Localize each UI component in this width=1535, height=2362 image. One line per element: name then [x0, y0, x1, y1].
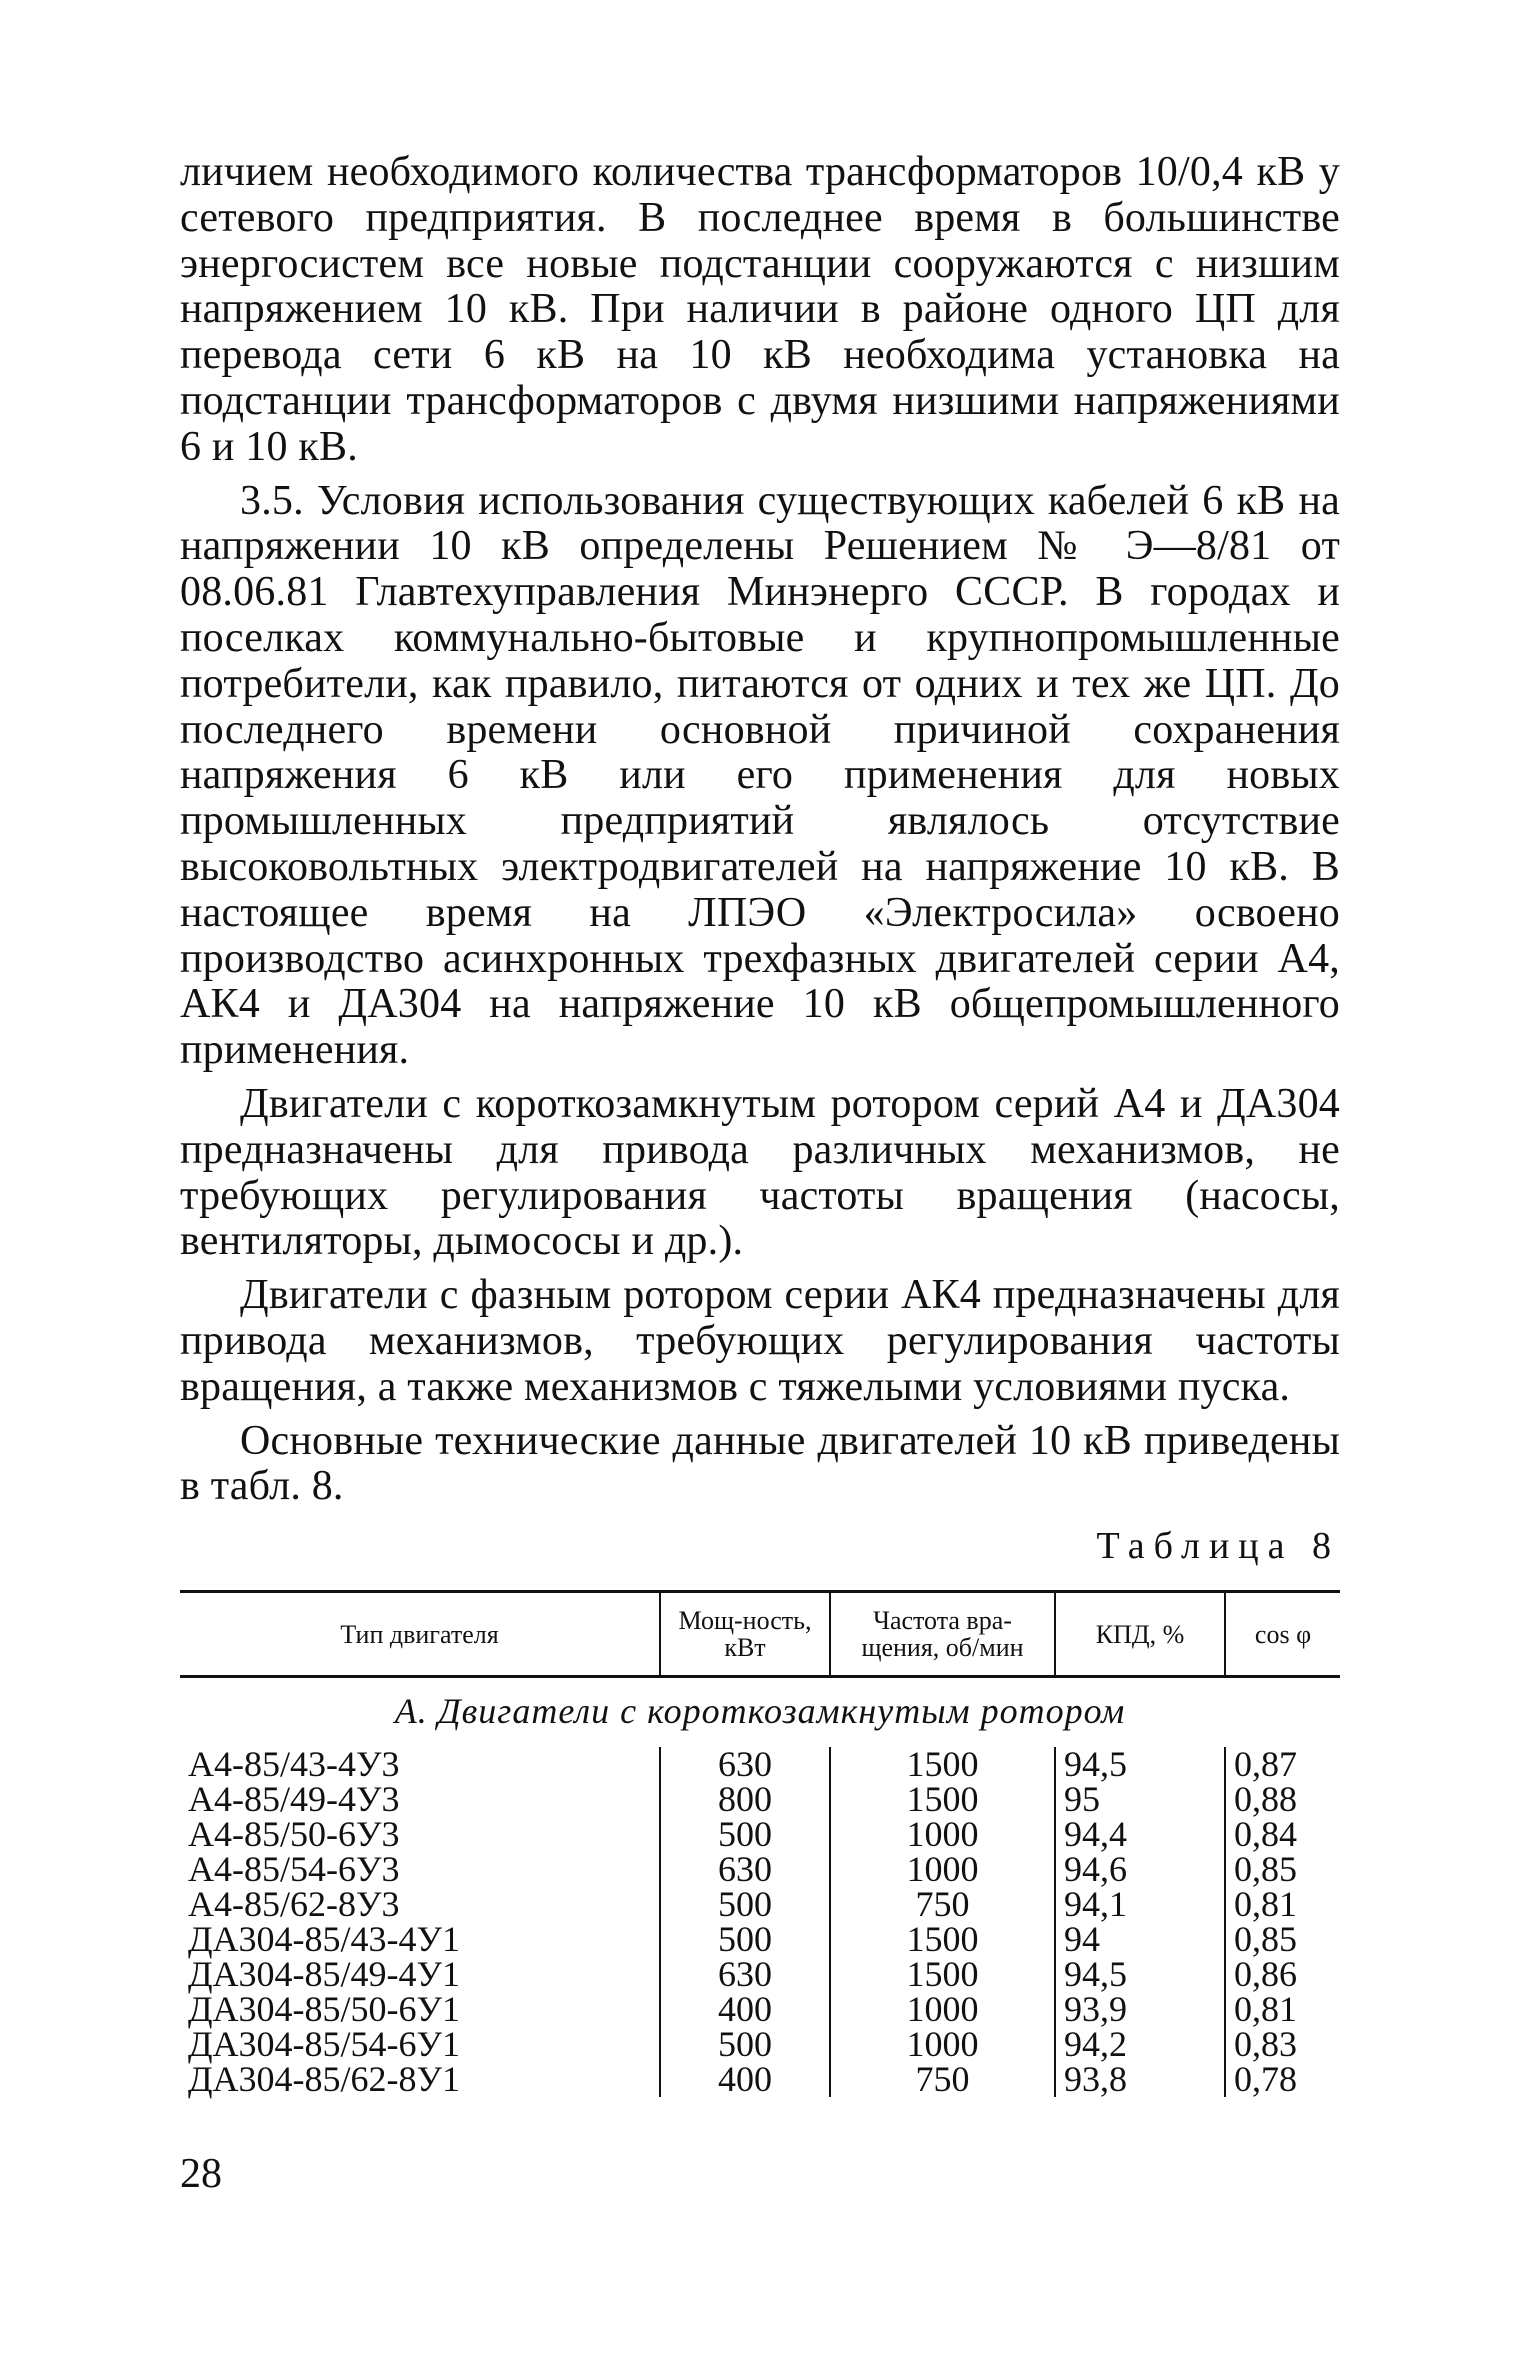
table-row [180, 1922, 1340, 1957]
cell-power: 630 [660, 1957, 830, 1992]
cell-rotation-frequency: 750 [830, 2062, 1055, 2097]
cell-efficiency: 94,2 [1055, 2027, 1225, 2062]
table-row [180, 1747, 1340, 1782]
paragraph-1: личием необходимого количества трансформаторов 10/0,4 кВ у сетевого предприятия. В последнее время в большинстве энергосистем все новые подстанции сооружаются с низшим напряжением 10 кВ. При наличии в районе одного ЦП для перевода сети 6 кВ на 10 кВ необходима установка на подстанции трансформаторов с двумя низшими напряжениями 6 и 10 кВ. [180, 149, 1340, 470]
cell-motor-type: ДА304-85/43-4У1 [188, 1919, 461, 1960]
cell-power: 400 [660, 2062, 830, 2097]
cell-rotation-frequency: 1000 [830, 1817, 1055, 1852]
table-row [180, 1782, 1340, 1817]
table-row [180, 1957, 1340, 1992]
cell-power-factor: 0,86 [1225, 1957, 1340, 1992]
cell-power: 500 [660, 1922, 830, 1957]
paragraph-5: Основные технические данные двигателей 10 кВ приведены в табл. 8. [180, 1417, 1340, 1510]
cell-motor-type: А4-85/49-4У3 [188, 1779, 400, 1820]
table-row [180, 1887, 1340, 1922]
page-number: 28 [180, 2151, 222, 2197]
cell-rotation-frequency: 1500 [830, 1957, 1055, 1992]
cell-power-factor: 0,85 [1225, 1852, 1340, 1887]
page-content [180, 149, 1340, 2100]
cell-power: 400 [660, 1992, 830, 2027]
header-power: Мощ-ность, кВт [660, 1592, 830, 1677]
cell-efficiency: 93,9 [1055, 1992, 1225, 2027]
cell-motor-type: А4-85/54-6У3 [188, 1849, 400, 1890]
motor-data-table [180, 1590, 1340, 2100]
table-row [180, 2027, 1340, 2062]
cell-power: 500 [660, 2027, 830, 2062]
cell-efficiency: 94,4 [1055, 1817, 1225, 1852]
table-row [180, 1852, 1340, 1887]
table-caption: Таблица 8 [1096, 1525, 1340, 1568]
header-efficiency: КПД, % [1055, 1592, 1225, 1677]
cell-rotation-frequency: 1000 [830, 2027, 1055, 2062]
cell-rotation-frequency: 750 [830, 1887, 1055, 1922]
cell-efficiency: 95 [1055, 1782, 1225, 1817]
cell-efficiency: 93,8 [1055, 2062, 1225, 2097]
cell-power-factor: 0,87 [1225, 1747, 1340, 1782]
cell-motor-type: А4-85/43-4У3 [188, 1744, 400, 1785]
header-motor-type: Тип двигателя [180, 1592, 660, 1677]
cell-efficiency: 94 [1055, 1922, 1225, 1957]
cell-motor-type: ДА304-85/50-6У1 [188, 1989, 461, 2030]
cell-motor-type: ДА304-85/49-4У1 [188, 1954, 461, 1995]
cell-efficiency: 94,6 [1055, 1852, 1225, 1887]
table-section-heading [180, 1677, 1340, 1748]
cell-motor-type: А4-85/50-6У3 [188, 1814, 400, 1855]
table-header-row [180, 1592, 1340, 1677]
cell-motor-type: А4-85/62-8У3 [188, 1884, 400, 1925]
cell-power-factor: 0,78 [1225, 2062, 1340, 2097]
cell-power: 800 [660, 1782, 830, 1817]
table-row [180, 2062, 1340, 2097]
cell-power: 630 [660, 1747, 830, 1782]
cell-efficiency: 94,5 [1055, 1747, 1225, 1782]
cell-power-factor: 0,83 [1225, 2027, 1340, 2062]
paragraph-2: 3.5. Условия использования существующих кабелей 6 кВ на напряжении 10 кВ определены Решением № Э—8/81 от 08.06.81 Главтехуправления Минэнерго СССР. В городах и поселках коммунально-бытовые и крупнопромышленные потребители, как правило, питаются от одних и тех же ЦП. До последнего времени основной причиной сохранения напряжения 6 кВ или его применения для новых промышленных предприятий являлось отсутствие высоковольтных электродвигателей на напряжение 10 кВ. В настоящее время на ЛПЭО «Электросила» освоено производство асинхронных трехфазных двигателей серии А4, АК4 и ДА304 на напряжение 10 кВ общепромышленного применения. [180, 477, 1340, 1074]
cell-rotation-frequency: 1500 [830, 1922, 1055, 1957]
cell-motor-type: ДА304-85/54-6У1 [188, 2024, 461, 2065]
cell-power: 630 [660, 1852, 830, 1887]
cell-rotation-frequency: 1500 [830, 1747, 1055, 1782]
cell-rotation-frequency: 1000 [830, 1992, 1055, 2027]
cell-motor-type: ДА304-85/62-8У1 [188, 2059, 461, 2100]
header-rotation-frequency: Частота вра-щения, об/мин [830, 1592, 1055, 1677]
cell-power-factor: 0,84 [1225, 1817, 1340, 1852]
cell-power-factor: 0,81 [1225, 1887, 1340, 1922]
table-row [180, 1817, 1340, 1852]
cell-power-factor: 0,81 [1225, 1992, 1340, 2027]
cell-power-factor: 0,88 [1225, 1782, 1340, 1817]
cell-power: 500 [660, 1887, 830, 1922]
header-power-factor: cos φ [1225, 1592, 1340, 1677]
section-title: А. Двигатели с короткозамкнутым ротором [394, 1691, 1126, 1732]
cell-efficiency: 94,1 [1055, 1887, 1225, 1922]
table-row [180, 1992, 1340, 2027]
paragraph-4: Двигатели с фазным ротором серии АК4 предназначены для привода механизмов, требующих регулирования частоты вращения, а также механизмов с тяжелыми условиями пуска. [180, 1272, 1340, 1410]
cell-power: 500 [660, 1817, 830, 1852]
cell-power-factor: 0,85 [1225, 1922, 1340, 1957]
cell-efficiency: 94,5 [1055, 1957, 1225, 1992]
cell-rotation-frequency: 1000 [830, 1852, 1055, 1887]
paragraph-3: Двигатели с короткозамкнутым ротором серий А4 и ДА304 предназначены для привода различных механизмов, не требующих регулирования частоты вращения (насосы, вентиляторы, дымососы и др.). [180, 1080, 1340, 1265]
cell-rotation-frequency: 1500 [830, 1782, 1055, 1817]
